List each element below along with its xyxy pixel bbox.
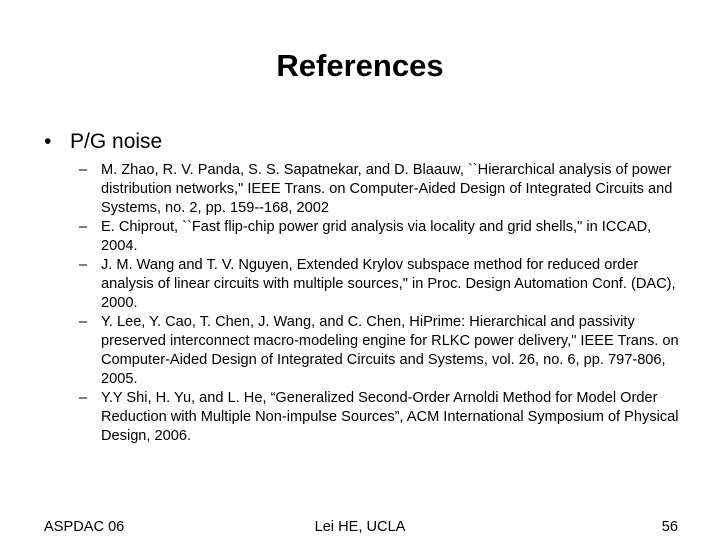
reference-text: M. Zhao, R. V. Panda, S. S. Sapatnekar, and D. Blaauw, ``Hierarchical analysis of power distribution networks," IEEE Trans. on Computer-Aided Design of Integrated Circuits and Systems, no. 2, pp. 159--168, 2002 bbox=[101, 162, 673, 216]
dash-icon: – bbox=[79, 390, 88, 406]
reference-text: E. Chiprout, ``Fast flip-chip power grid analysis via locality and grid shells," in ICCAD, 2004. bbox=[101, 219, 652, 254]
footer-author: Lei HE, UCLA bbox=[314, 519, 406, 535]
dash-icon: – bbox=[79, 257, 88, 273]
page-number: 56 bbox=[661, 519, 678, 535]
dash-icon: – bbox=[79, 162, 88, 178]
reference-item bbox=[79, 218, 679, 256]
dash-icon: – bbox=[79, 314, 88, 330]
reference-text: J. M. Wang and T. V. Nguyen, Extended Krylov subspace method for reduced order analysis of linear circuits with multiple sources," in Proc. Design Automation Conf. (DAC), 2000. bbox=[101, 257, 676, 311]
bullet-item bbox=[44, 129, 162, 155]
reference-item bbox=[79, 313, 679, 389]
dash-icon: – bbox=[79, 219, 88, 235]
reference-item bbox=[79, 161, 679, 218]
reference-text: Y. Lee, Y. Cao, T. Chen, J. Wang, and C. Chen, HiPrime: Hierarchical and passivity preserved interconnect macro-modeling engine for RLKC power delivery," IEEE Trans. on Computer-Aided Design of Integrated Circuits and Systems, vol. 26, no. 6, pp. 797-806, 2005. bbox=[101, 314, 679, 387]
reference-item bbox=[79, 256, 679, 313]
bullet-text: P/G noise bbox=[70, 130, 163, 153]
reference-text: Y.Y Shi, H. Yu, and L. He, “Generalized Second-Order Arnoldi Method for Model Order Reduction with Multiple Non-impulse Sources”, ACM International Symposium of Physical Design, 2006. bbox=[101, 390, 679, 444]
bullet-icon: • bbox=[44, 130, 52, 153]
footer-conference: ASPDAC 06 bbox=[44, 519, 125, 535]
reference-item bbox=[79, 389, 679, 446]
slide-title: References bbox=[276, 48, 444, 83]
reference-list bbox=[79, 161, 679, 446]
